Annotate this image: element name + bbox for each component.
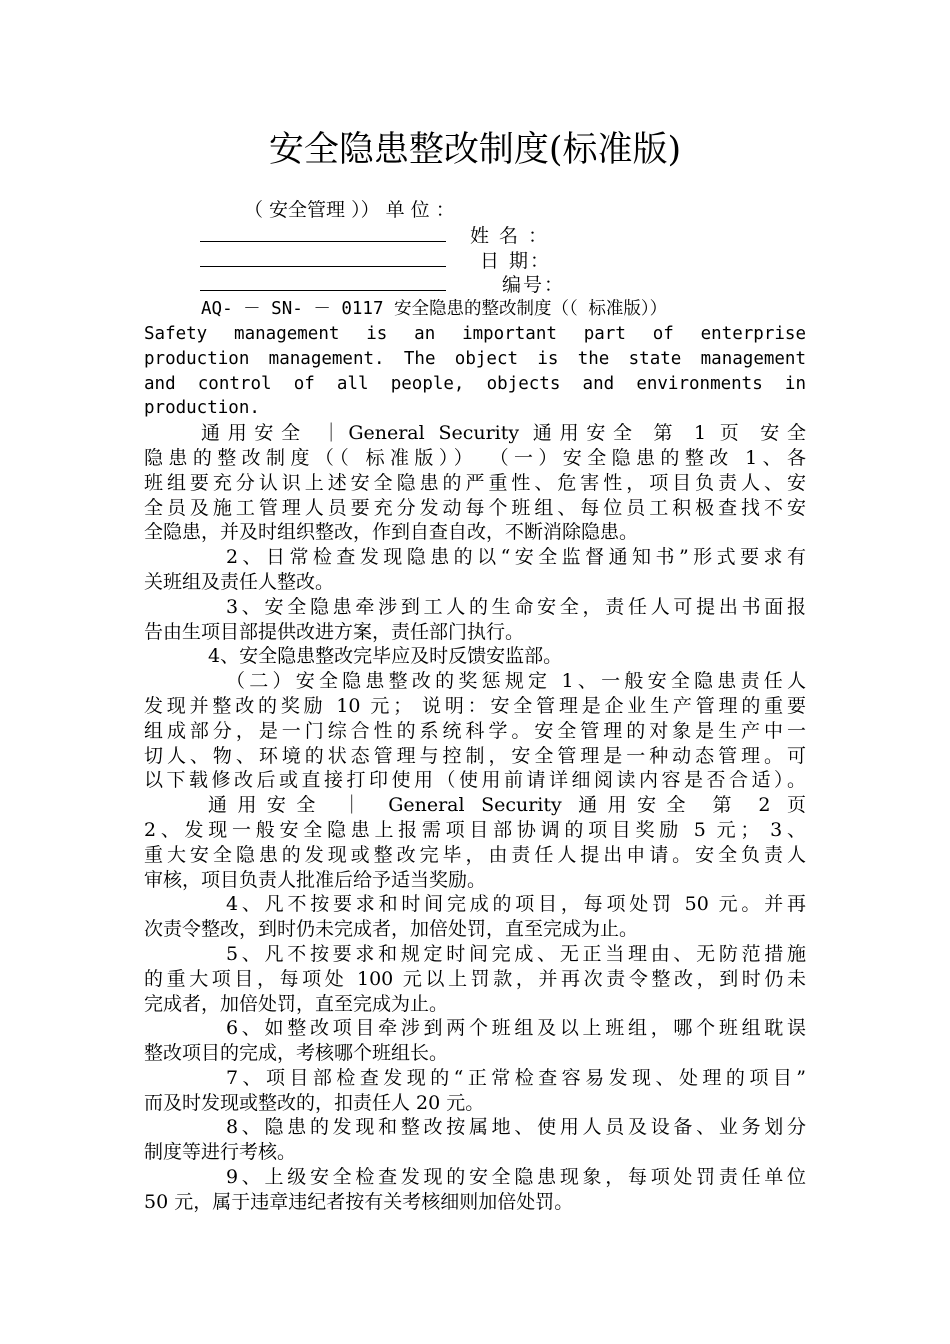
name-blank-line bbox=[200, 223, 446, 242]
english-line: production. bbox=[144, 398, 260, 419]
header-name-line bbox=[144, 223, 806, 248]
header-unit-line bbox=[144, 198, 806, 223]
paragraph-line: 切人、物、环境的状态管理与控制，安全管理是一种动态管理。可 bbox=[144, 744, 806, 767]
doc-code-line: AQ- － SN- － 0117 安全隐患的整改制度（（ 标准版）） bbox=[201, 299, 668, 320]
header-name: 姓 名 ： bbox=[470, 224, 550, 247]
paragraph-line: 组成部分，是一门综合性的系统科学。安全管理的对象是生产中一 bbox=[144, 719, 806, 742]
paragraph-line: 完成者，加倍处罚，直至完成为止。 bbox=[144, 992, 449, 1015]
paragraph-line: 告由生项目部提供改进方案，责任部门执行。 bbox=[144, 620, 525, 643]
paragraph-line: 以下载修改后或直接打印使用（使用前请详细阅读内容是否合适）。 bbox=[144, 769, 806, 792]
paragraph-line: （二）安全隐患整改的奖惩规定 1、一般安全隐患责任人 bbox=[226, 670, 806, 693]
number-blank-line bbox=[200, 272, 446, 291]
document-title: 安全隐患整改制度(标准版) bbox=[268, 130, 682, 170]
english-line: and control of all people, objects and environments in bbox=[144, 373, 806, 394]
paragraph-line: 重大安全隐患的发现或整改完毕，由责任人提出申请。安全负责人 bbox=[144, 843, 806, 866]
paragraph-line: 隐患的整改制度（（ 标准版）） （一）安全隐患的整改 1、各 bbox=[144, 446, 806, 469]
paragraph-line: 全隐患，并及时组织整改，作到自查自改，不断消除隐患。 bbox=[144, 521, 639, 544]
paragraph-line: 制度等进行考核。 bbox=[144, 1141, 297, 1164]
english-line: production management. The object is the state management bbox=[144, 348, 806, 369]
header-date-line bbox=[144, 248, 806, 273]
paragraph-line: 发现并整改的奖励 10 元； 说明：安全管理是企业生产管理的重要 bbox=[144, 694, 806, 717]
paragraph-line: 7、项目部检查发现的“正常检查容易发现、处理的项目” bbox=[226, 1066, 806, 1089]
paragraph-line: 的重大项目，每项处 100 元以上罚款，并再次责令整改，到时仍未 bbox=[144, 967, 806, 990]
paragraph-line: 8、隐患的发现和整改按属地、使用人员及设备、业务划分 bbox=[226, 1116, 806, 1139]
page-footer-line: 通用安全 ｜General Security 通用安全 第 1 页 安全 bbox=[201, 422, 806, 445]
header-unit: （ 安全管理 ）） 单 位 ： bbox=[244, 199, 455, 221]
document-body bbox=[144, 198, 806, 1215]
paragraph-line: 审核，项目负责人批准后给予适当奖励。 bbox=[144, 868, 487, 891]
english-line: Safety management is an important part of enterprise bbox=[144, 323, 806, 344]
paragraph-line: 2、发现一般安全隐患上报需项目部协调的项目奖励 5 元； 3、 bbox=[144, 818, 806, 841]
header-number: 编号： bbox=[502, 274, 566, 297]
paragraph-line: 而及时发现或整改的，扣责任人 20 元。 bbox=[144, 1091, 485, 1114]
paragraph-line: 2、日常检查发现隐患的以“安全监督通知书”形式要求有 bbox=[226, 546, 806, 569]
date-blank-line bbox=[200, 248, 446, 267]
paragraph-line: 5、凡不按要求和规定时间完成、无正当理由、无防范措施 bbox=[226, 942, 806, 965]
paragraph-line: 次责令整改，到时仍未完成者，加倍处罚，直至完成为止。 bbox=[144, 918, 639, 941]
paragraph-line: 全员及施工管理人员要充分发动每个班组、每位员工积极查找不安 bbox=[144, 496, 806, 519]
paragraph-line: 整改项目的完成，考核哪个班组长。 bbox=[144, 1042, 449, 1065]
paragraph-line: 4、凡不按要求和时间完成的项目，每项处罚 50 元。并再 bbox=[226, 893, 806, 916]
header-number-line bbox=[144, 272, 806, 297]
paragraph-line: 6、如整改项目牵涉到两个班组及以上班组，哪个班组耽误 bbox=[226, 1017, 806, 1040]
paragraph-line: 班组要充分认识上述安全隐患的严重性、危害性，项目负责人、安 bbox=[144, 471, 806, 494]
header-date: 日 期： bbox=[480, 249, 552, 272]
paragraph-line: 关班组及责任人整改。 bbox=[144, 570, 335, 593]
paragraph-line: 9、上级安全检查发现的安全隐患现象，每项处罚责任单位 bbox=[226, 1166, 806, 1189]
paragraph-line: 3、安全隐患牵涉到工人的生命安全，责任人可提出书面报 bbox=[226, 595, 806, 618]
paragraph-line: 4、安全隐患整改完毕应及时反馈安监部。 bbox=[208, 645, 563, 668]
paragraph-line: 50 元，属于违章违纪者按有关考核细则加倍处罚。 bbox=[144, 1190, 574, 1213]
page-footer-line: 通用安全 ｜ General Security 通用安全 第 2 页 bbox=[208, 794, 806, 817]
